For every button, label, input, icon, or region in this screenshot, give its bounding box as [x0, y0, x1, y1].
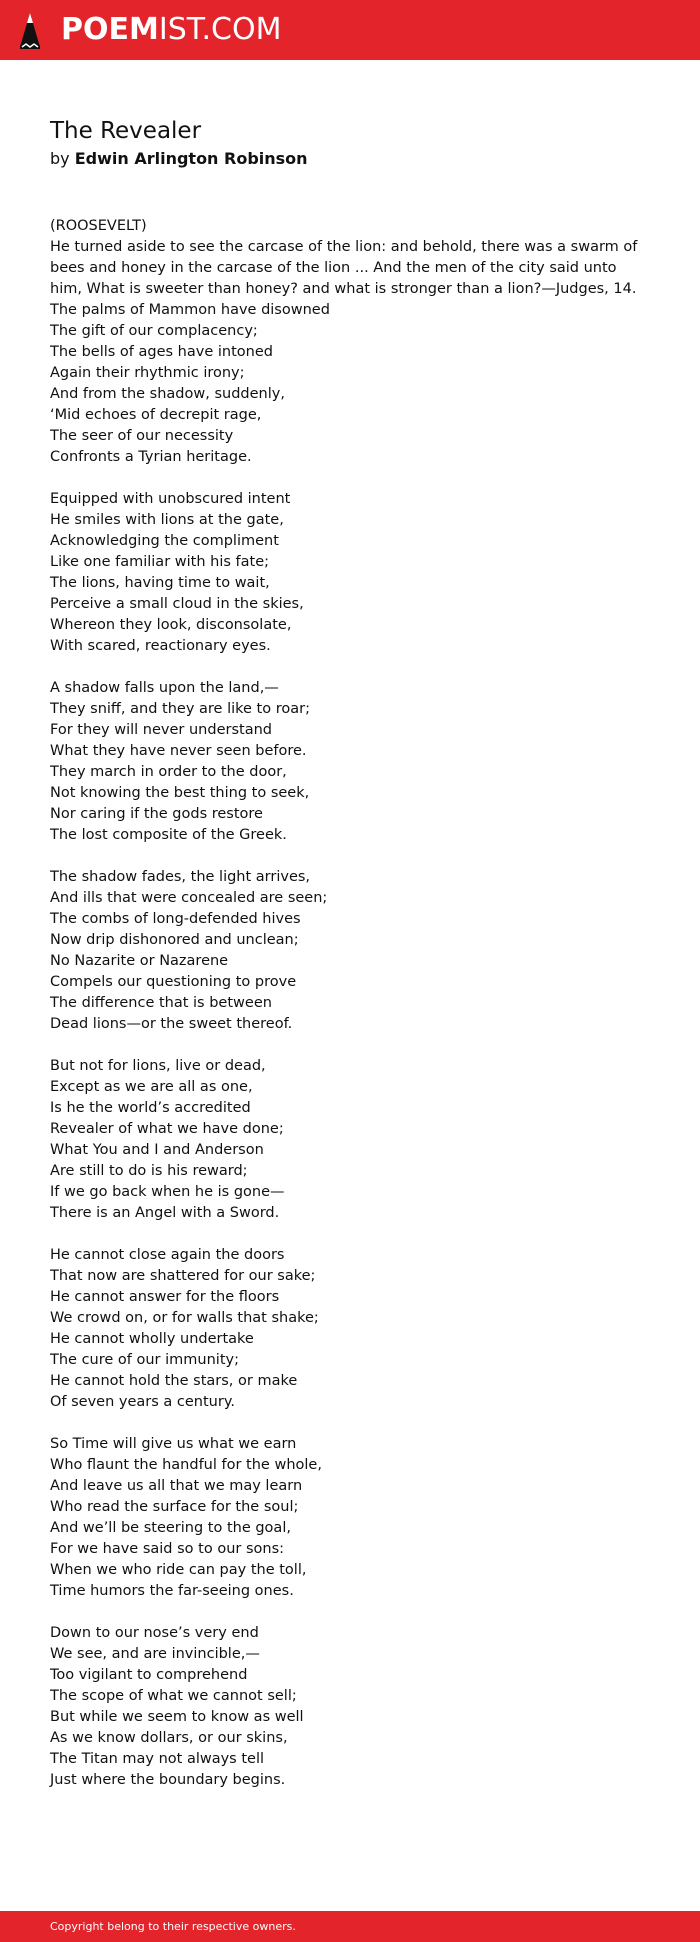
- poem-line: For we have said so to our sons:: [50, 1541, 285, 1557]
- poem-line: As we know dollars, or our skins,: [50, 1730, 288, 1746]
- poem-line: What You and I and Anderson: [50, 1142, 264, 1158]
- poem-line: The combs of long-defended hives: [50, 911, 301, 927]
- poem-dedication: (ROOSEVELT): [50, 218, 147, 234]
- poem-line: He cannot hold the stars, or make: [50, 1373, 298, 1389]
- poem-line: Too vigilant to comprehend: [50, 1667, 248, 1683]
- poem-line: And from the shadow, suddenly,: [50, 386, 285, 402]
- poem-line: What they have never seen before.: [50, 743, 307, 759]
- site-footer: [0, 1911, 700, 1942]
- poem-line: We crowd on, or for walls that shake;: [50, 1310, 319, 1326]
- poem-stanza: [50, 1623, 650, 1791]
- poem-line: Nor caring if the gods restore: [50, 806, 263, 822]
- poem-line: Revealer of what we have done;: [50, 1121, 284, 1137]
- poem-line: Now drip dishonored and unclean;: [50, 932, 299, 948]
- poem-line: When we who ride can pay the toll,: [50, 1562, 307, 1578]
- poem-line: So Time will give us what we earn: [50, 1436, 297, 1452]
- poem-line: The Titan may not always tell: [50, 1751, 265, 1767]
- poem-epigraph: He turned aside to see the carcase of the lion: and behold, there was a swarm of bees and honey in the carcase of the lion ... And the men of the city said unto him, What is sweeter than honey? and what is stronger than a lion?—Judges, 14.: [50, 239, 638, 297]
- poem-line: He cannot wholly undertake: [50, 1331, 254, 1347]
- poem-line: There is an Angel with a Sword.: [50, 1205, 280, 1221]
- logo-light-text: IST.COM: [158, 12, 282, 47]
- poem-line: He cannot answer for the floors: [50, 1289, 280, 1305]
- poem-line: Whereon they look, disconsolate,: [50, 617, 292, 633]
- poem-line: The difference that is between: [50, 995, 272, 1011]
- poem-line: Dead lions—or the sweet thereof.: [50, 1016, 293, 1032]
- poem-line: If we go back when he is gone—: [50, 1184, 285, 1200]
- poem-stanza: [50, 1056, 650, 1224]
- logo-bold-text: POEM: [61, 12, 159, 47]
- poem-stanza: [50, 489, 650, 657]
- poem-line: Of seven years a century.: [50, 1394, 235, 1410]
- poem-stanza: [50, 300, 650, 468]
- poem-line: But while we seem to know as well: [50, 1709, 304, 1725]
- poem-line: The scope of what we cannot sell;: [50, 1688, 297, 1704]
- poem-line: Who read the surface for the soul;: [50, 1499, 299, 1515]
- poem-stanza: [50, 867, 650, 1035]
- poem-line: Except as we are all as one,: [50, 1079, 253, 1095]
- poem-line: A shadow falls upon the land,—: [50, 680, 279, 696]
- poem-line: And leave us all that we may learn: [50, 1478, 303, 1494]
- poem-line: And ills that were concealed are seen;: [50, 890, 328, 906]
- poem-line: Are still to do is his reward;: [50, 1163, 248, 1179]
- poem-stanzas: [50, 300, 650, 1791]
- byline-prefix: by: [50, 149, 70, 168]
- poem-title: The Revealer: [50, 118, 202, 144]
- poem-line: With scared, reactionary eyes.: [50, 638, 271, 654]
- poem-line: Equipped with unobscured intent: [50, 491, 291, 507]
- poem-line: That now are shattered for our sake;: [50, 1268, 316, 1284]
- poem-author[interactable]: Edwin Arlington Robinson: [74, 149, 308, 168]
- poem-line: Compels our questioning to prove: [50, 974, 297, 990]
- poem-line: Just where the boundary begins.: [50, 1772, 286, 1788]
- poem-line: The gift of our complacency;: [50, 323, 258, 339]
- poem-line: He cannot close again the doors: [50, 1247, 285, 1263]
- poem-line: Who flaunt the handful for the whole,: [50, 1457, 322, 1473]
- site-logo[interactable]: [61, 11, 281, 49]
- poem-line: Not knowing the best thing to seek,: [50, 785, 310, 801]
- poem-line: They march in order to the door,: [50, 764, 287, 780]
- poem-stanza: [50, 1245, 650, 1413]
- poem-stanza: [50, 678, 650, 846]
- poem-line: Confronts a Tyrian heritage.: [50, 449, 252, 465]
- poem-line: The seer of our necessity: [50, 428, 234, 444]
- poem-content: [50, 114, 650, 1812]
- poem-line: ‘Mid echoes of decrepit rage,: [50, 407, 262, 423]
- poem-line: He smiles with lions at the gate,: [50, 512, 284, 528]
- poem-body: [50, 216, 650, 1791]
- poem-line: The bells of ages have intoned: [50, 344, 273, 360]
- poem-line: The shadow fades, the light arrives,: [50, 869, 311, 885]
- poem-line: The palms of Mammon have disowned: [50, 302, 330, 318]
- poem-line: Perceive a small cloud in the skies,: [50, 596, 304, 612]
- poem-line: And we’ll be steering to the goal,: [50, 1520, 291, 1536]
- pencil-logo-icon[interactable]: [18, 11, 42, 51]
- poem-line: Again their rhythmic irony;: [50, 365, 245, 381]
- poem-line: The lost composite of the Greek.: [50, 827, 287, 843]
- poem-line: Like one familiar with his fate;: [50, 554, 270, 570]
- poem-line: Acknowledging the compliment: [50, 533, 279, 549]
- poem-line: Down to our nose’s very end: [50, 1625, 259, 1641]
- footer-copyright: Copyright belong to their respective owners.: [50, 1920, 296, 1933]
- poem-line: They sniff, and they are like to roar;: [50, 701, 310, 717]
- poem-line: For they will never understand: [50, 722, 272, 738]
- poem-line: We see, and are invincible,—: [50, 1646, 260, 1662]
- poem-byline: [50, 148, 650, 170]
- poem-line: Is he the world’s accredited: [50, 1100, 251, 1116]
- poem-line: The lions, having time to wait,: [50, 575, 270, 591]
- poem-line: Time humors the far-seeing ones.: [50, 1583, 294, 1599]
- poem-stanza: [50, 1434, 650, 1602]
- poem-line: The cure of our immunity;: [50, 1352, 239, 1368]
- poem-line: No Nazarite or Nazarene: [50, 953, 229, 969]
- site-header: [0, 0, 700, 60]
- poem-line: But not for lions, live or dead,: [50, 1058, 266, 1074]
